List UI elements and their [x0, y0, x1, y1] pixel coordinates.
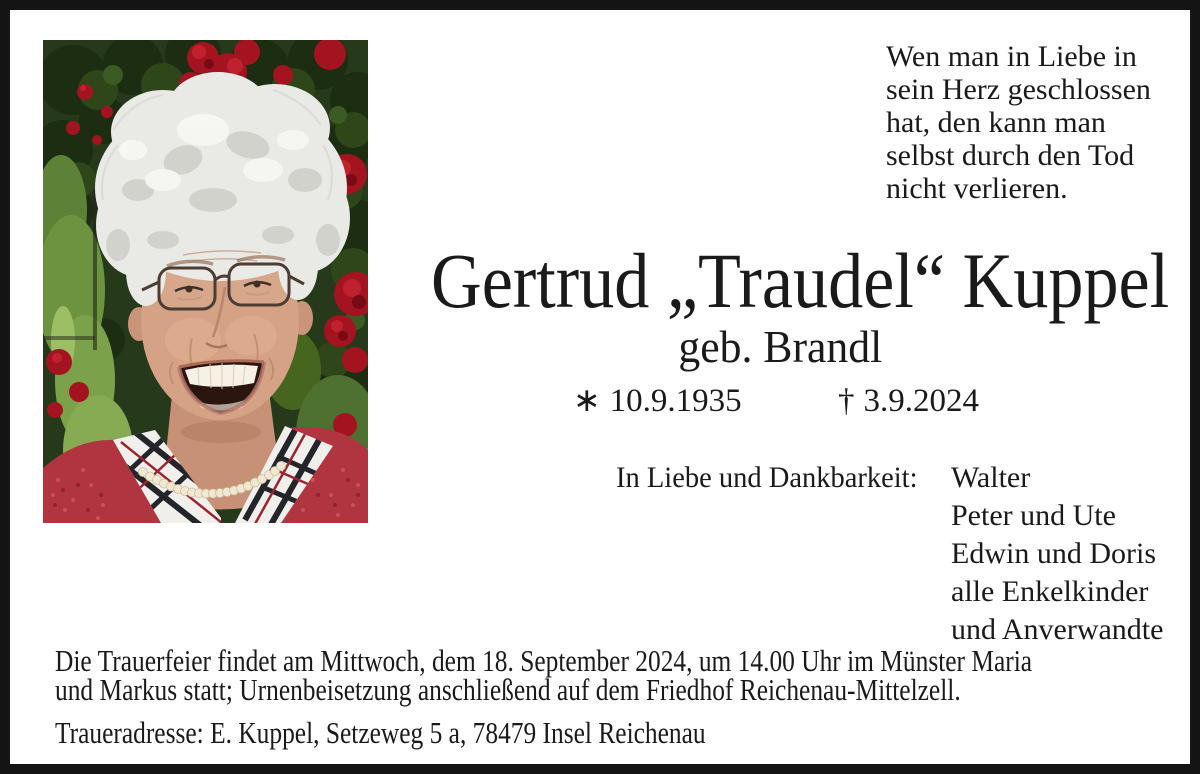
death-date: 3.9.2024 — [863, 383, 979, 419]
mourner-list — [951, 459, 1163, 649]
portrait-photo-illustration — [43, 40, 368, 523]
birth-date: 10.9.1935 — [609, 383, 742, 419]
mourner-name: Peter und Ute — [951, 499, 1116, 532]
mourner-name: alle Enkelkinder — [951, 575, 1149, 608]
death-date-line — [838, 385, 979, 418]
mourner-name: und Anverwandte — [951, 613, 1164, 646]
mourner-name: Edwin und Doris — [951, 537, 1156, 570]
birth-date-line — [573, 385, 742, 418]
maiden-name: geb. Brandl — [678, 321, 882, 372]
mourning-intro: In Liebe und Dankbarkeit: — [616, 461, 918, 494]
mourner-name: Walter — [951, 461, 1031, 494]
verse-line: nicht verlieren. — [886, 172, 1068, 205]
deceased-name: Gertrud „Traudel“ Kuppel — [431, 237, 1170, 324]
death-cross-icon: † — [838, 383, 855, 419]
portrait-photo — [43, 40, 368, 523]
maiden-name-block — [390, 321, 1170, 372]
memorial-verse — [886, 40, 1151, 205]
birth-star-icon: ∗ — [573, 383, 601, 419]
funeral-info-line: Die Trauerfeier findet am Mittwoch, dem 18. September 2024, um 14.00 Uhr im Münster Maria — [55, 643, 1033, 678]
mourning-address: Traueradresse: E. Kuppel, Setzeweg 5 a, 78479 Insel Reichenau — [55, 715, 706, 750]
deceased-name-block — [390, 237, 1170, 324]
verse-line: selbst durch den Tod — [886, 139, 1135, 172]
verse-line: hat, den kann man — [886, 106, 1106, 139]
verse-line: Wen man in Liebe in — [886, 40, 1137, 73]
verse-line: sein Herz geschlossen — [886, 73, 1151, 106]
funeral-info-line: und Markus statt; Urnenbeisetzung anschließend auf dem Friedhof Reichenau-Mittelzell. — [55, 672, 961, 707]
